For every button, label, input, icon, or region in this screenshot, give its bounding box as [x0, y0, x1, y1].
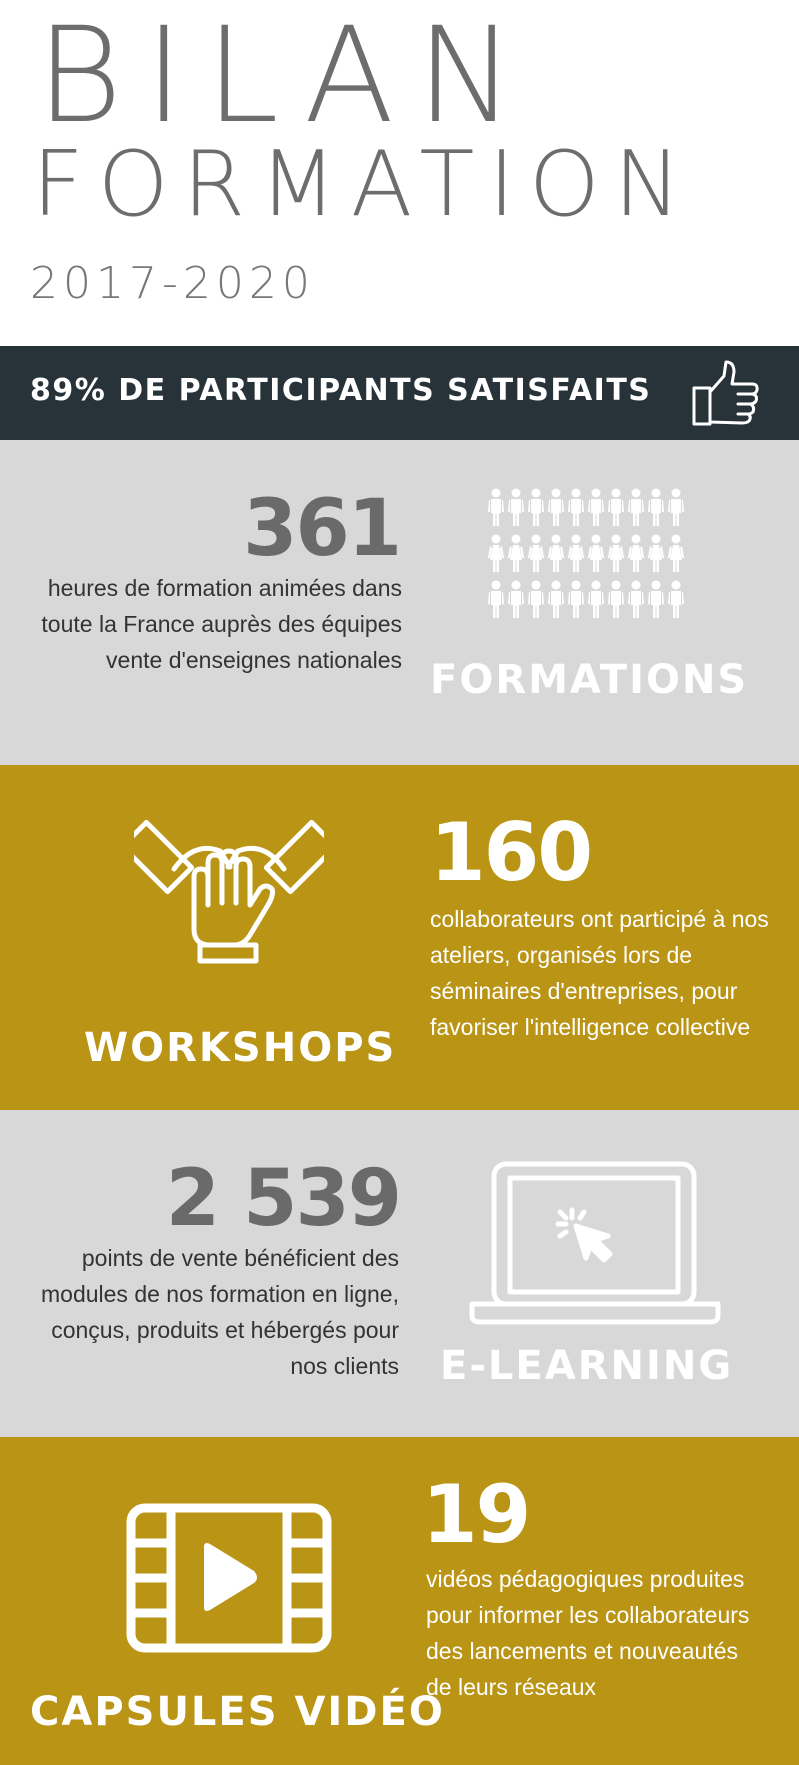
person-figure	[508, 581, 524, 619]
person-figure	[608, 489, 624, 527]
workshops-number: 160	[430, 806, 591, 899]
capsules-description: vidéos pédagogiques produites pour informer les collaborateurs des lancements et nouveautés de leurs réseaux	[426, 1566, 750, 1700]
person-figure	[548, 489, 564, 527]
person-figure	[668, 489, 684, 527]
person-figure	[508, 535, 524, 573]
stacked-hands-icon	[134, 805, 324, 985]
header	[0, 0, 799, 346]
thumbs-up-icon	[690, 358, 762, 430]
section-capsules-video	[0, 1437, 799, 1765]
person-figure	[628, 581, 644, 619]
satisfaction-text: 89% DE PARTICIPANTS SATISFAITS	[30, 373, 652, 408]
capsules-label: CAPSULES VIDÉO	[30, 1689, 445, 1735]
section-formations	[0, 440, 799, 765]
person-figure	[608, 581, 624, 619]
person-figure	[588, 489, 604, 527]
person-figure	[568, 489, 584, 527]
person-figure	[488, 489, 504, 527]
person-figure	[488, 535, 504, 573]
person-figure	[568, 581, 584, 619]
years-range: 2017-2020	[30, 258, 315, 309]
elearning-number: 2 539	[165, 1154, 400, 1244]
person-figure	[488, 581, 504, 619]
title-bilan: BILAN	[36, 0, 537, 153]
workshops-description: collaborateurs ont participé à nos ateliers, organisés lors de séminaires d'entreprises, pour favoriser l'intelligence collective	[430, 906, 769, 1040]
capsules-number: 19	[422, 1468, 530, 1561]
person-figure	[548, 581, 564, 619]
person-figure	[588, 581, 604, 619]
section-workshops	[0, 765, 799, 1110]
person-figure	[608, 535, 624, 573]
person-figure	[628, 535, 644, 573]
person-figure	[528, 581, 544, 619]
person-figure	[648, 489, 664, 527]
person-figure	[668, 535, 684, 573]
person-figure	[528, 535, 544, 573]
section-elearning	[0, 1110, 799, 1437]
formations-description: heures de formation animées dans toute la France auprès des équipes vente d'enseignes nationales	[41, 575, 402, 673]
person-figure	[588, 535, 604, 573]
person-figure	[528, 489, 544, 527]
person-figure	[548, 535, 564, 573]
formations-number: 361	[243, 484, 400, 574]
satisfaction-banner	[0, 346, 799, 440]
person-figure	[568, 535, 584, 573]
person-figure	[508, 489, 524, 527]
title-formation: FORMATION	[32, 132, 696, 237]
elearning-description: points de vente bénéficient des modules de nos formation en ligne, conçus, produits et hébergés pour nos clients	[41, 1245, 399, 1379]
formations-label: FORMATIONS	[430, 657, 749, 703]
person-figure	[648, 535, 664, 573]
elearning-label: E-LEARNING	[440, 1343, 734, 1389]
person-figure	[628, 489, 644, 527]
workshops-label: WORKSHOPS	[84, 1025, 397, 1071]
person-figure	[648, 581, 664, 619]
video-film-icon	[126, 1503, 332, 1653]
laptop-click-icon	[468, 1160, 722, 1326]
person-figure	[668, 581, 684, 619]
people-grid-icon	[488, 488, 688, 628]
